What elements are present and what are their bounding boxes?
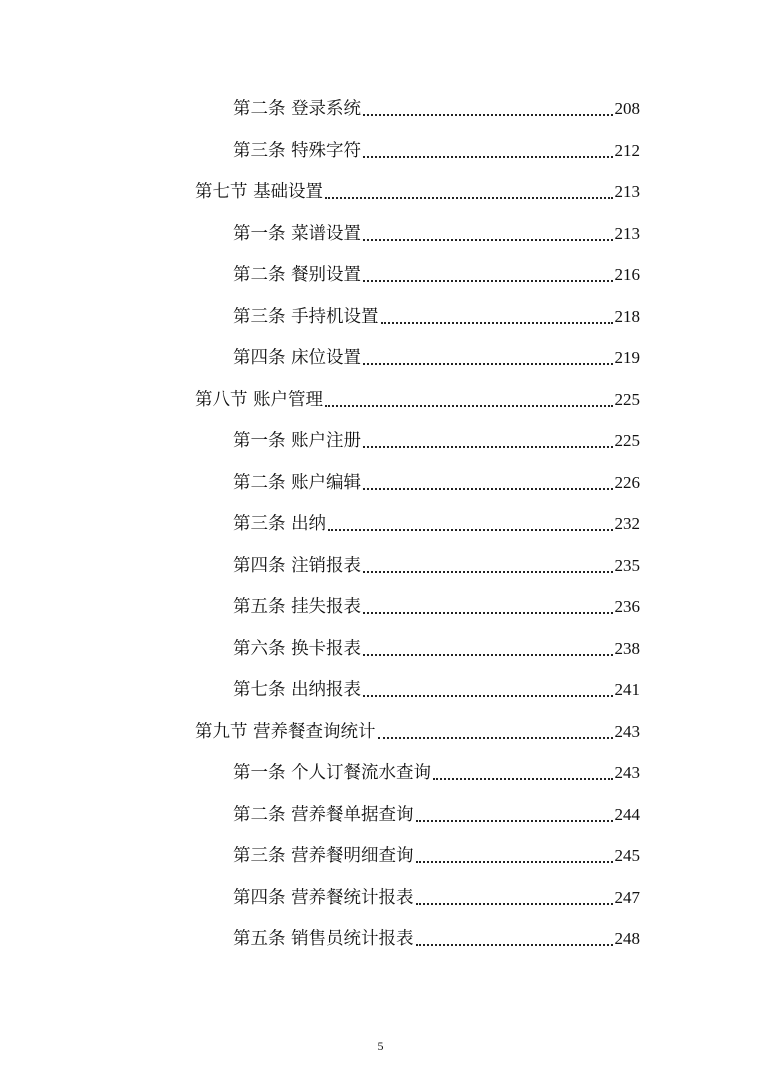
toc-entry-title: 第一条 菜谱设置 <box>233 224 362 244</box>
toc-entry-title: 第三条 出纳 <box>233 514 327 534</box>
toc-entry-article[interactable] <box>233 509 640 539</box>
toc-entry-title: 第二条 餐别设置 <box>233 265 362 285</box>
toc-entry-page: 235 <box>614 556 640 575</box>
toc-entry-title: 第二条 登录系统 <box>233 99 362 119</box>
toc-entry-title: 第二条 账户编辑 <box>233 473 362 493</box>
toc-dot-leader <box>433 778 612 780</box>
toc-dot-leader <box>363 114 612 116</box>
toc-entry-title: 第三条 营养餐明细查询 <box>233 846 414 866</box>
toc-entry-title: 第七节 基础设置 <box>195 182 324 202</box>
toc-entry-page: 225 <box>614 431 640 450</box>
toc-entry-page: 244 <box>614 805 640 824</box>
toc-entry-page: 216 <box>614 265 640 284</box>
toc-entry-page: 219 <box>614 348 640 367</box>
toc-entry-title: 第一条 账户注册 <box>233 431 362 451</box>
toc-dot-leader <box>328 529 612 531</box>
toc-dot-leader <box>416 861 613 863</box>
toc-dot-leader <box>363 571 612 573</box>
toc-dot-leader <box>325 197 612 199</box>
toc-entry-section[interactable] <box>195 717 640 747</box>
toc-entry-article[interactable] <box>233 924 640 954</box>
toc-entry-article[interactable] <box>233 260 640 290</box>
toc-entry-page: 212 <box>614 141 640 160</box>
toc-entry-title: 第四条 注销报表 <box>233 556 362 576</box>
toc-entry-article[interactable] <box>233 675 640 705</box>
toc-entry-title: 第三条 特殊字符 <box>233 141 362 161</box>
toc-entry-page: 208 <box>614 99 640 118</box>
toc-entry-title: 第九节 营养餐查询统计 <box>195 722 376 742</box>
toc-dot-leader <box>363 488 612 490</box>
toc-entry-article[interactable] <box>233 343 640 373</box>
toc-entry-article[interactable] <box>233 219 640 249</box>
toc-entry-article[interactable] <box>233 841 640 871</box>
toc-entry-title: 第四条 床位设置 <box>233 348 362 368</box>
toc-dot-leader <box>363 156 612 158</box>
toc-entry-article[interactable] <box>233 302 640 332</box>
toc-entry-article[interactable] <box>233 883 640 913</box>
toc-dot-leader <box>381 322 613 324</box>
toc-dot-leader <box>378 737 613 739</box>
toc-entry-page: 218 <box>614 307 640 326</box>
toc-dot-leader <box>363 280 612 282</box>
toc-entry-title: 第二条 营养餐单据查询 <box>233 805 414 825</box>
toc-entry-title: 第五条 挂失报表 <box>233 597 362 617</box>
toc-dot-leader <box>363 654 612 656</box>
toc-entry-article[interactable] <box>233 468 640 498</box>
toc-dot-leader <box>363 695 612 697</box>
toc-entry-article[interactable] <box>233 94 640 124</box>
toc-entry-title: 第五条 销售员统计报表 <box>233 929 414 949</box>
toc-entry-article[interactable] <box>233 551 640 581</box>
toc-entry-page: 247 <box>614 888 640 907</box>
toc-entry-article[interactable] <box>233 426 640 456</box>
toc-entry-page: 238 <box>614 639 640 658</box>
toc-dot-leader <box>416 944 613 946</box>
toc-dot-leader <box>325 405 612 407</box>
toc-entry-page: 241 <box>614 680 640 699</box>
toc-dot-leader <box>363 612 612 614</box>
toc-entry-title: 第三条 手持机设置 <box>233 307 379 327</box>
toc-dot-leader <box>363 363 612 365</box>
toc-entry-title: 第四条 营养餐统计报表 <box>233 888 414 908</box>
toc-entry-page: 245 <box>614 846 640 865</box>
toc-entry-page: 232 <box>614 514 640 533</box>
toc-entry-page: 248 <box>614 929 640 948</box>
toc-entry-page: 213 <box>614 224 640 243</box>
toc-entry-title: 第一条 个人订餐流水查询 <box>233 763 432 783</box>
toc-entry-page: 243 <box>614 722 640 741</box>
toc-entry-section[interactable] <box>195 177 640 207</box>
toc-entry-article[interactable] <box>233 634 640 664</box>
toc-entry-title: 第七条 出纳报表 <box>233 680 362 700</box>
toc-entry-title: 第八节 账户管理 <box>195 390 324 410</box>
toc-entry-page: 243 <box>614 763 640 782</box>
toc-entry-article[interactable] <box>233 136 640 166</box>
toc-entry-page: 225 <box>614 390 640 409</box>
toc-entry-page: 226 <box>614 473 640 492</box>
toc-entry-page: 213 <box>614 182 640 201</box>
toc-entry-article[interactable] <box>233 758 640 788</box>
page-number: 5 <box>377 1039 384 1053</box>
toc-dot-leader <box>416 903 613 905</box>
toc-dot-leader <box>416 820 613 822</box>
toc-entry-article[interactable] <box>233 592 640 622</box>
toc-entry-title: 第六条 换卡报表 <box>233 639 362 659</box>
toc-dot-leader <box>363 239 612 241</box>
toc-entry-page: 236 <box>614 597 640 616</box>
toc-entry-article[interactable] <box>233 800 640 830</box>
toc-dot-leader <box>363 446 612 448</box>
toc-entry-section[interactable] <box>195 385 640 415</box>
